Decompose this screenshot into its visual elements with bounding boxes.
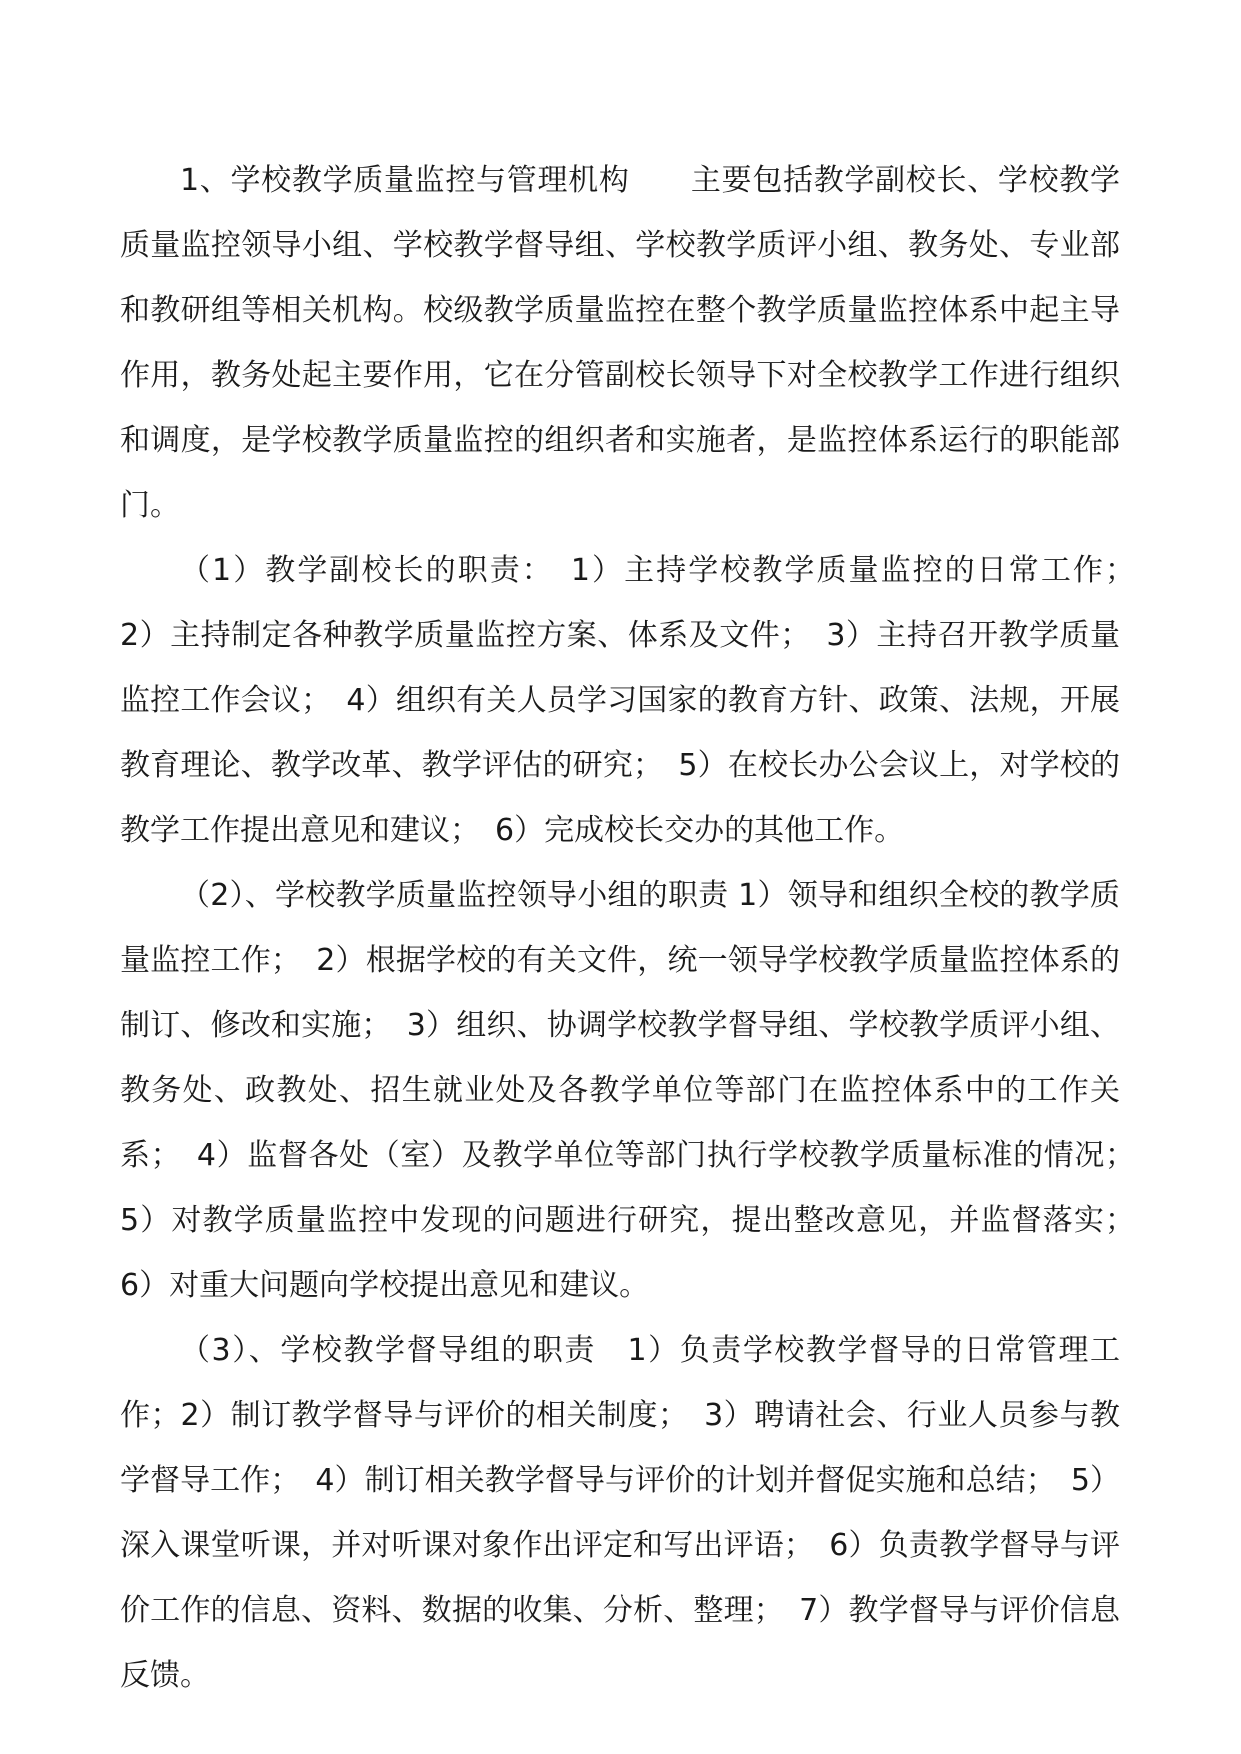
paragraph-organization: 1、学校教学质量监控与管理机构 主要包括教学副校长、学校教学质量监控领导小组、学校教学督导组、学校教学质评小组、教务处、专业部和教研组等相关机构。校级教学质量监控在整个教学质量监控体系中起主导作用，教务处起主要作用，它在分管副校长领导下对全校教学工作进行组织和调度，是学校教学质量监控的组织者和实施者，是监控体系运行的职能部门。: [120, 163, 1120, 523]
paragraph-supervision-group-duties: （3）、学校教学督导组的职责 1）负责学校教学督导的日常管理工作；2）制订教学督导与评价的相关制度； 3）聘请社会、行业人员参与教学督导工作； 4）制订相关教学督导与评价的计划并督促实施和总结； 5）深入课堂听课，并对听课对象作出评定和写出评语； 6）负责教学督导与评价工作的信息、资料、数据的收集、分析、整理； 7）教学督导与评价信息反馈。: [120, 1333, 1120, 1693]
paragraph-monitoring-group-duties: （2）、学校教学质量监控领导小组的职责 1）领导和组织全校的教学质量监控工作； 2）根据学校的有关文件，统一领导学校教学质量监控体系的制订、修改和实施； 3）组织、协调学校教学督导组、学校教学质评小组、教务处、政教处、招生就业处及各教学单位等部门在监控体系中的工作关系； 4）监督各处（室）及教学单位等部门执行学校教学质量标准的情况； 5）对教学质量监控中发现的问题进行研究，提出整改意见，并监督落实； 6）对重大问题向学校提出意见和建议。: [120, 878, 1150, 1303]
document-page: [120, 148, 1150, 1708]
paragraph-vice-principal-duties: （1）教学副校长的职责： 1）主持学校教学质量监控的日常工作； 2）主持制定各种教学质量监控方案、体系及文件； 3）主持召开教学质量监控工作会议； 4）组织有关人员学习国家的教育方针、政策、法规，开展教育理论、教学改革、教学评估的研究； 5）在校长办公会议上，对学校的教学工作提出意见和建议； 6）完成校长交办的其他工作。: [120, 553, 1150, 848]
